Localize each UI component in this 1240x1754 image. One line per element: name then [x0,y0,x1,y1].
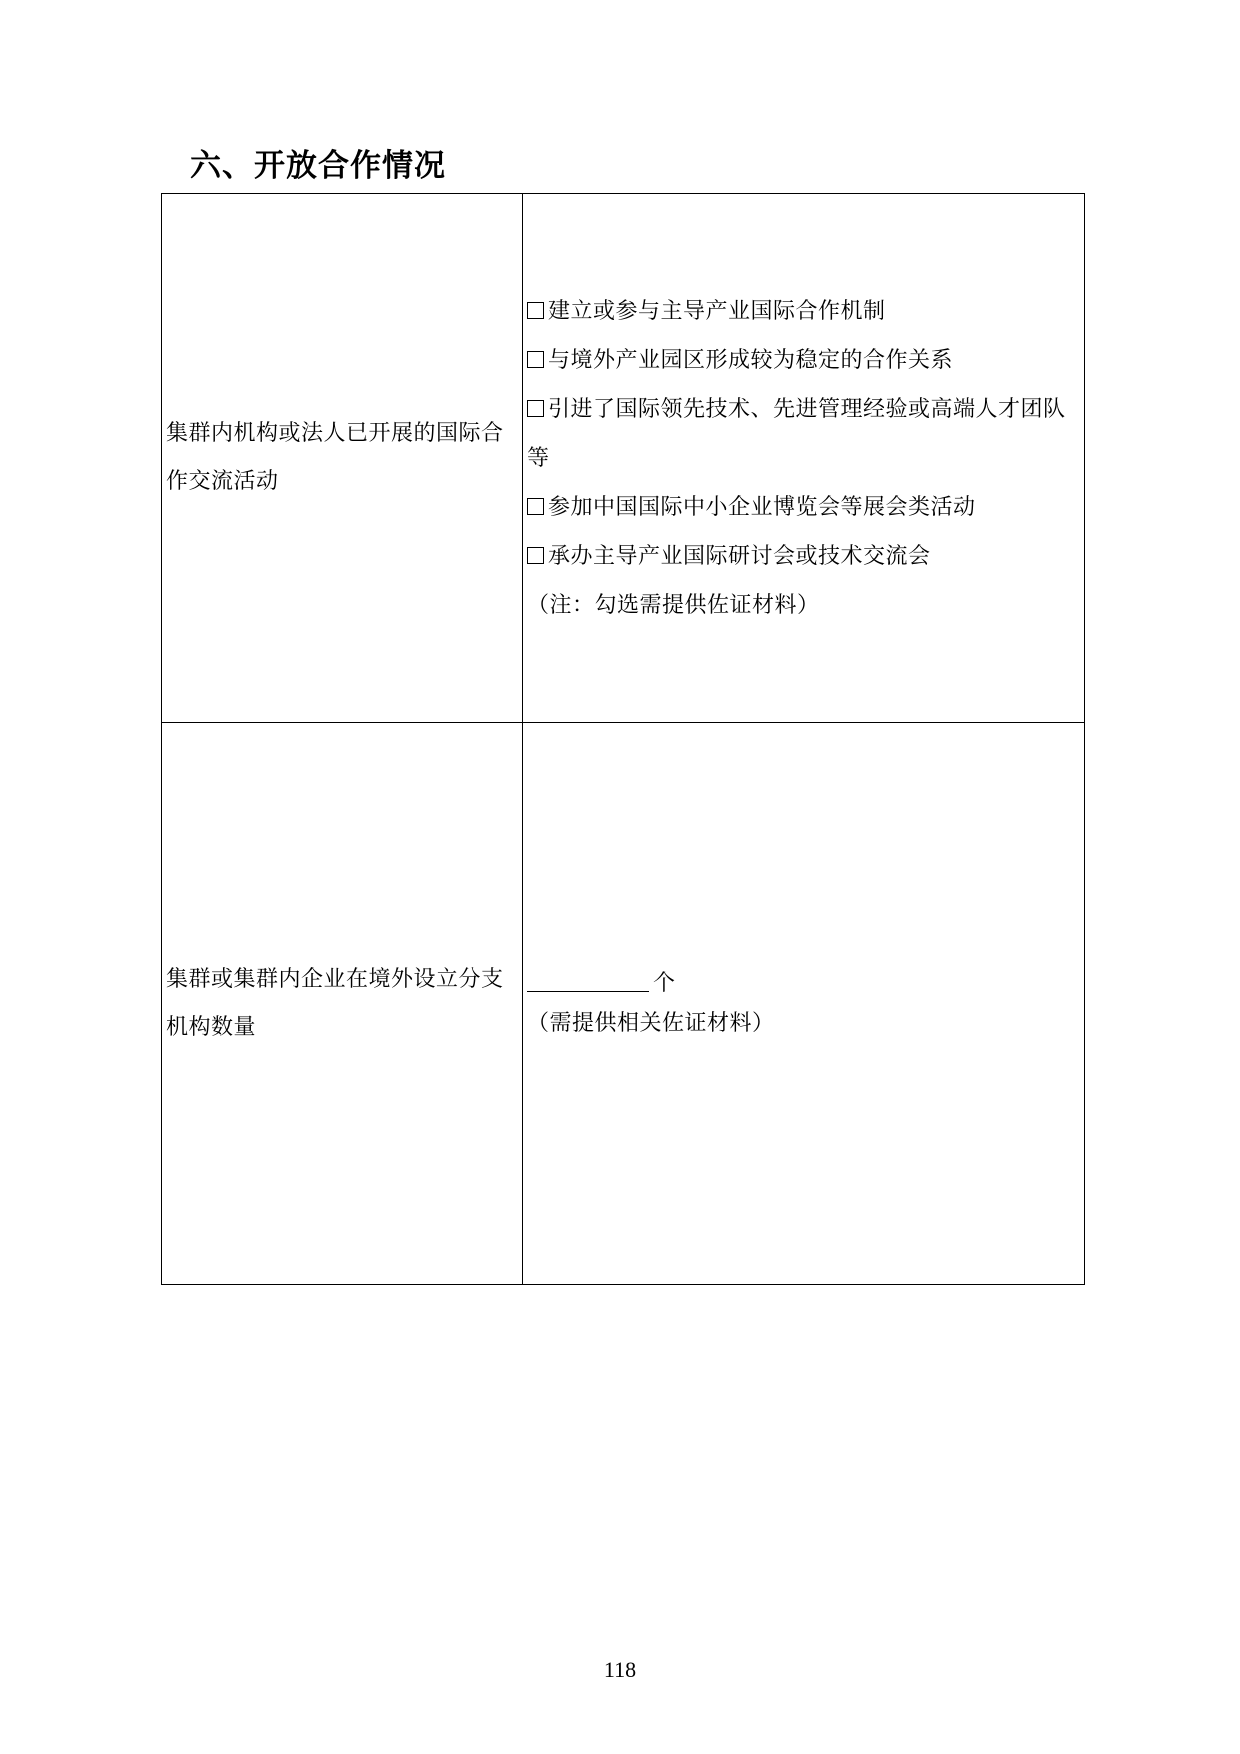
checkbox-option[interactable] [523,287,1084,336]
checkbox-icon[interactable] [527,498,544,515]
option-label: 建立或参与主导产业国际合作机制 [548,298,886,324]
checkbox-option[interactable] [523,532,1084,581]
table-row [162,723,1085,1285]
option-label: 承办主导产业国际研讨会或技术交流会 [548,543,931,569]
row-label: 集群内机构或法人已开展的国际合作交流活动 [166,421,504,494]
option-label: 参加中国国际中小企业博览会等展会类活动 [548,494,976,520]
table-row [162,194,1085,723]
checkbox-icon[interactable] [527,547,544,564]
checkbox-icon[interactable] [527,351,544,368]
row-label: 集群或集群内企业在境外设立分支机构数量 [166,966,504,1040]
count-unit: 个 [653,970,676,996]
evidence-note: （注：勾选需提供佐证材料） [527,592,820,618]
evidence-note: （需提供相关佐证材料） [527,1010,775,1036]
option-label: 与境外产业园区形成较为稳定的合作关系 [548,347,954,373]
row-value-cell [523,194,1085,723]
checkbox-option[interactable] [523,483,1084,532]
row-label-cell [162,194,523,723]
page-number: 118 [603,1657,637,1682]
checkbox-icon[interactable] [527,302,544,319]
open-cooperation-table [161,193,1085,1285]
section-title: 六、开放合作情况 [190,148,446,184]
checkbox-icon[interactable] [527,400,544,417]
row-value-cell [523,723,1085,1285]
option-label: 引进了国际领先技术、先进管理经验或高端人才团队等 [527,396,1066,471]
checkbox-option[interactable] [523,336,1084,385]
count-input[interactable] [527,965,649,992]
checkbox-option[interactable] [523,385,1084,483]
row-label-cell [162,723,523,1285]
